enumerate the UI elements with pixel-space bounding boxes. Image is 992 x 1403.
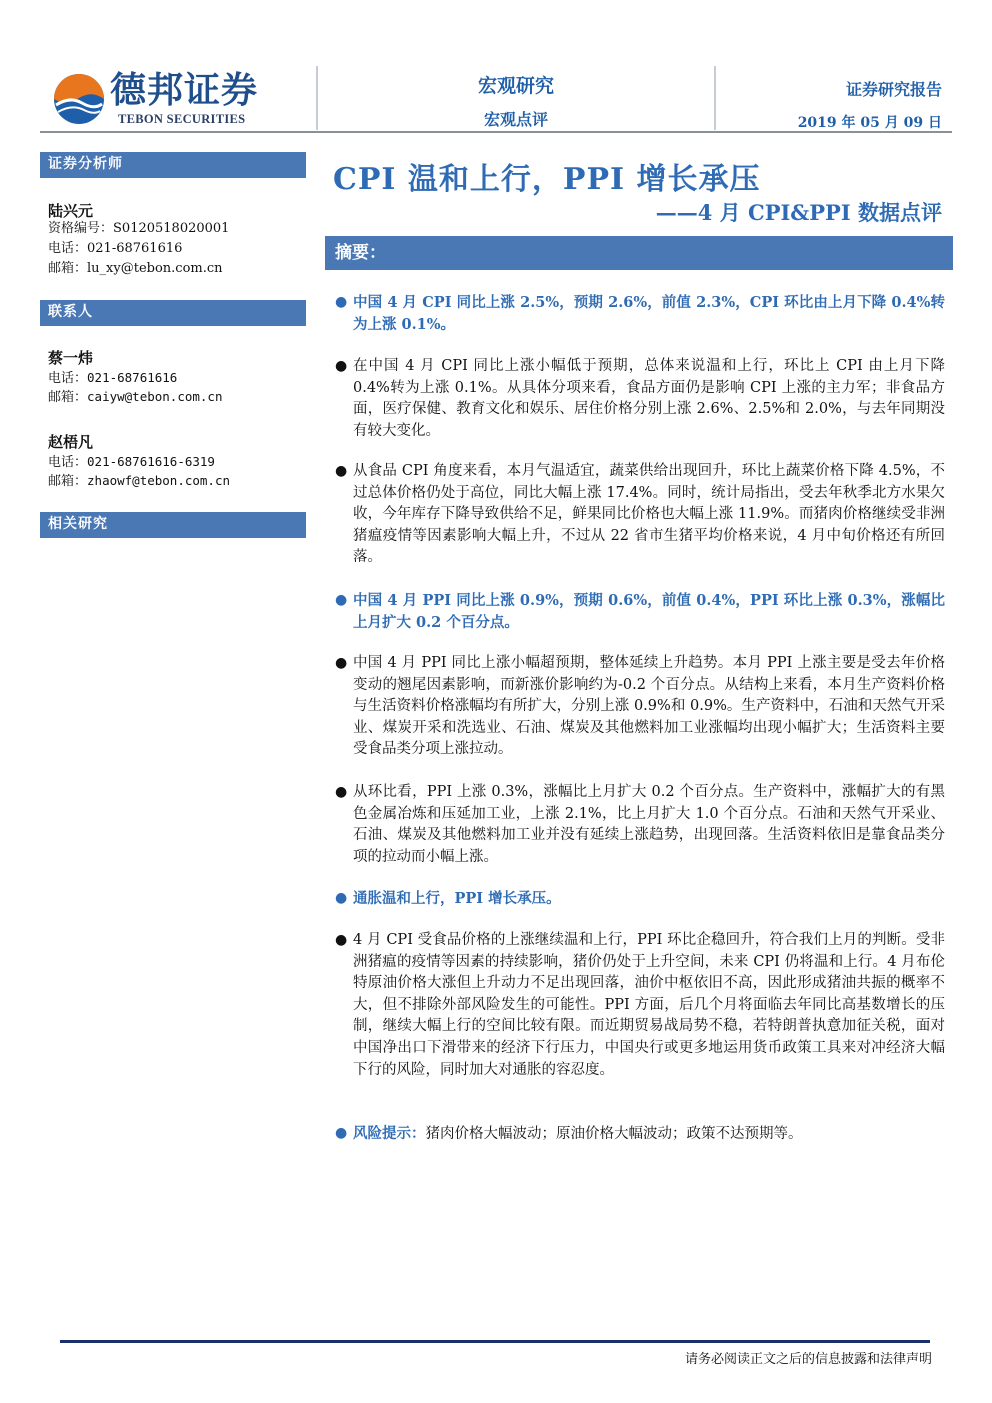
analyst-phone-label: 电话： (48, 241, 88, 256)
bullet-icon: ● (335, 1125, 348, 1141)
analyst-email-label: 邮箱： (48, 261, 88, 276)
summary-point-ppi (333, 590, 945, 633)
body-paragraph (333, 930, 945, 1081)
body-paragraph (333, 653, 945, 761)
bullet-icon: ● (335, 358, 348, 374)
body-paragraph (333, 356, 945, 442)
bullet-icon: ● (335, 655, 348, 671)
analyst-name: 陆兴元 (48, 202, 94, 220)
paragraph-text: 中国 4 月 CPI 同比上涨 2.5%，预期 2.6%，前值 2.3%，CPI 环比由上月下降 0.4%转为上涨 0.1%。 (353, 294, 945, 333)
contact-name: 赵梧凡 (48, 433, 94, 451)
bullet-icon: ● (335, 932, 348, 948)
contact-phone-label: 电话： (48, 455, 88, 470)
analyst-cert-number: S0120518020001 (113, 221, 230, 236)
contact-phone: 021-68761616-6319 (87, 454, 215, 469)
bullet-icon: ● (335, 890, 348, 906)
logo-chinese-text: 德邦证券 (110, 69, 259, 111)
analyst-phone-line (48, 239, 182, 258)
analyst-cert-label: 资格编号： (48, 221, 114, 236)
related-research-underline (40, 536, 306, 538)
related-research-heading: 相关研究 (40, 512, 306, 536)
summary-point-cpi (333, 292, 945, 335)
report-title: CPI 温和上行，PPI 增长承压 (333, 162, 761, 197)
company-logo (52, 68, 282, 130)
paragraph-text: 在中国 4 月 CPI 同比上涨小幅低于预期，总体来说温和上行，环比上 CPI 由上月下降 0.4%转为上涨 0.1%。从具体分项来看，食品方面仍是影响 CPI 上涨的主力军；非食品方面，医疗保健、教育文化和娱乐、居住价格分别上涨 2.6%、2.5%和 2.0%，与去年同期没有较大变化。 (353, 358, 945, 439)
paragraph-text: 中国 4 月 PPI 同比上涨 0.9%，预期 0.6%，前值 0.4%，PPI 环比上涨 0.3%，涨幅比上月扩大 0.2 个百分点。 (353, 592, 945, 631)
contact-phone-line (48, 452, 215, 472)
risk-warning (333, 1123, 945, 1146)
header-divider-right (714, 66, 716, 130)
report-category: 宏观研究 (477, 75, 554, 97)
contact-name: 蔡一炜 (48, 349, 94, 367)
contacts-heading-underline (40, 324, 306, 326)
contact-email-link[interactable]: zhaowf@tebon.com.cn (87, 473, 231, 488)
body-paragraph (333, 782, 945, 868)
contact-email-line (48, 387, 222, 407)
analyst-email-link[interactable]: lu_xy@tebon.com.cn (87, 261, 223, 276)
analysts-heading-underline (40, 176, 306, 178)
paragraph-text: 通胀温和上行，PPI 增长承压。 (353, 890, 561, 907)
body-paragraph (333, 461, 945, 569)
paragraph-text: 4 月 CPI 受食品价格的上涨继续温和上行，PPI 环比企稳回升，符合我们上月的判断。受非洲猪瘟的疫情等因素的持续影响，猪价仍处于上升空间，未来 CPI 仍将温和上行。4 月布伦特原油价格大涨但上升动力不足出现回落，油价中枢依旧不高，因此形成猪油共振的概率不大，但不排除外部风险发生的可能性。PPI 方面，后几个月将面临去年同比高基数增长的压制，继续大幅上行的空间比较有限。而近期贸易战局势不稳，若特朗普执意加征关税，面对中国净出口下滑带来的经济下行压力，中国央行或更多地运用货币政策工具来对冲经济大幅下行的风险，同时加大对通胀的容忍度。 (353, 932, 945, 1078)
contact-phone: 021-68761616 (87, 370, 178, 385)
abstract-heading: 摘要： (325, 236, 953, 270)
analyst-phone: 021-68761616 (87, 241, 183, 256)
bullet-icon: ● (335, 294, 348, 310)
footer-disclaimer: 请务必阅读正文之后的信息披露和法律声明 (684, 1352, 932, 1367)
analyst-email-line (48, 259, 223, 278)
bullet-icon: ● (335, 784, 348, 800)
paragraph-text: 从环比看，PPI 上涨 0.3%，涨幅比上月扩大 0.2 个百分点。生产资料中，涨幅扩大的有黑色金属冶炼和压延加工业，上涨 2.1%，比上月扩大 1.0 个百分点。石油和天然气开采业、石油、煤炭及其他燃料加工业并没有延续上涨趋势，出现回落。生活资料依旧是靠食品类分项的拉动而小幅上涨。 (353, 784, 945, 865)
header-rule (40, 131, 952, 133)
report-type: 证券研究报告 (845, 80, 942, 99)
risk-label: 风险提示： (353, 1125, 426, 1142)
footer-rule (60, 1340, 930, 1343)
paragraph-text: 从食品 CPI 角度来看，本月气温适宜，蔬菜供给出现回升，环比上蔬菜价格下降 4.5%，不过总体价格仍处于高位，同比大幅上涨 17.4%。同时，统计局指出，受去年秋季北方水果欠收，今年库存下降导致供给不足，鲜果同比价格也大幅上涨 11.9%。而猪肉价格继续受非洲猪瘟疫情等因素影响大幅上升，不过从 22 省市生猪平均价格来说，4 月中旬价格还有所回落。 (353, 463, 945, 566)
risk-text: 猪肉价格大幅波动；原油价格大幅波动；政策不达预期等。 (425, 1126, 803, 1142)
bullet-icon: ● (335, 463, 348, 479)
analyst-cert-line (48, 219, 229, 238)
analysts-heading: 证券分析师 (40, 152, 306, 176)
report-subcategory: 宏观点评 (483, 110, 548, 129)
summary-point-outlook (333, 888, 945, 910)
contacts-heading: 联系人 (40, 300, 306, 324)
report-date: 2019 年 05 月 09 日 (797, 115, 942, 131)
contact-email-label: 邮箱： (48, 390, 88, 405)
contact-email-line (48, 471, 230, 491)
contact-email-link[interactable]: caiyw@tebon.com.cn (87, 389, 223, 404)
contact-email-label: 邮箱： (48, 474, 88, 489)
contact-phone-line (48, 368, 177, 388)
contact-phone-label: 电话： (48, 371, 88, 386)
logo-emblem-icon (52, 72, 106, 126)
bullet-icon: ● (335, 592, 348, 608)
logo-english-text: TEBON SECURITIES (118, 112, 246, 126)
report-subtitle: ——4 月 CPI&PPI 数据点评 (655, 200, 942, 225)
paragraph-text: 中国 4 月 PPI 同比上涨小幅超预期，整体延续上升趋势。本月 PPI 上涨主要是受去年价格变动的翘尾因素影响，而新涨价影响约为-0.2 个百分点。从结构上来看，本月生产资料价格与生活资料价格涨幅均有所扩大，分别上涨 0.9%和 0.9%。生产资料中，石油和天然气开采业、煤炭开采和洗选业、石油、煤炭及其他燃料加工业涨幅均出现小幅扩大；生活资料主要受食品类分项上涨拉动。 (353, 655, 945, 758)
